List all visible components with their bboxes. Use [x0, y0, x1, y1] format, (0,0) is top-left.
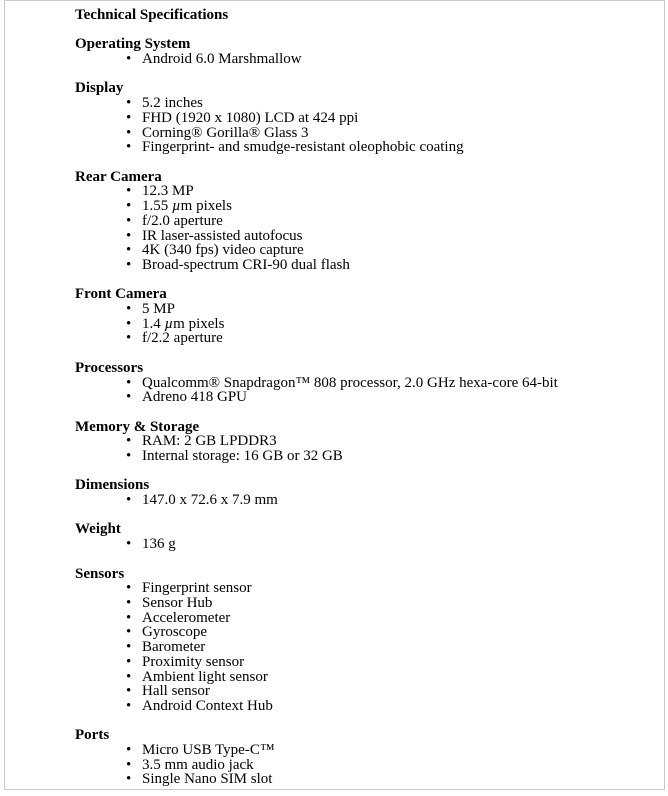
spec-item: [75, 214, 654, 229]
spec-item-text: IR laser-assisted autofocus: [142, 227, 303, 244]
bullet-icon: •: [126, 609, 132, 626]
spec-item: [75, 449, 654, 464]
spec-item: [75, 611, 654, 626]
spec-item-text: Gyroscope: [142, 624, 207, 641]
spec-item: [75, 670, 654, 685]
spec-item: [75, 743, 654, 758]
spec-item-text: Broad-spectrum CRI-90 dual flash: [142, 256, 350, 273]
spec-section: [75, 37, 654, 66]
section-heading: Ports: [75, 727, 110, 744]
spec-section: [75, 81, 654, 155]
spec-item-text: Adreno 418 GPU: [142, 389, 247, 406]
spec-list: [75, 434, 654, 463]
spec-item-text: Fingerprint sensor: [142, 580, 252, 597]
spec-item-text: Single Nano SIM slot: [142, 771, 273, 788]
spec-item: [75, 434, 654, 449]
spec-section: [75, 361, 654, 405]
bullet-icon: •: [126, 374, 132, 391]
spec-item: [75, 596, 654, 611]
spec-item-text: Qualcomm® Snapdragon™ 808 processor, 2.0 GHz hexa-core 64-bit: [142, 374, 558, 391]
bullet-icon: •: [126, 389, 132, 406]
bullet-icon: •: [126, 668, 132, 685]
spec-item-text: f/2.0 aperture: [142, 212, 223, 229]
spec-item: [75, 684, 654, 699]
bullet-icon: •: [126, 771, 132, 788]
spec-item-text: 147.0 x 72.6 x 7.9 mm: [142, 492, 278, 509]
bullet-icon: •: [126, 139, 132, 156]
spec-section: [75, 478, 654, 507]
spec-item: [75, 258, 654, 273]
bullet-icon: •: [126, 624, 132, 641]
spec-item-text: Barometer: [142, 639, 206, 656]
spec-item-text: f/2.2 aperture: [142, 330, 223, 347]
spec-item-text: Android 6.0 Marshmallow: [142, 51, 302, 68]
spec-item-text: 5.2 inches: [142, 95, 203, 112]
spec-section: [75, 287, 654, 346]
spec-item-text: Ambient light sensor: [142, 668, 268, 685]
spec-item: [75, 111, 654, 126]
spec-item: [75, 640, 654, 655]
section-heading: Weight: [75, 521, 121, 538]
bullet-icon: •: [126, 448, 132, 464]
spec-item: [75, 537, 654, 552]
bullet-icon: •: [126, 639, 132, 656]
section-heading: Processors: [75, 359, 144, 376]
bullet-icon: •: [126, 198, 132, 215]
bullet-icon: •: [126, 301, 132, 317]
spec-item-text: Hall sensor: [142, 683, 210, 700]
spec-item-text: Corning® Gorilla® Glass 3: [142, 124, 309, 141]
spec-item: [75, 390, 654, 405]
section-heading: Dimensions: [75, 477, 150, 494]
spec-item: [75, 772, 654, 787]
spec-item: [75, 493, 654, 508]
section-heading: Front Camera: [75, 286, 167, 303]
bullet-icon: •: [126, 183, 132, 200]
page-title: Technical Specifications: [75, 7, 229, 23]
spec-item-text: RAM: 2 GB LPDDR3: [142, 433, 277, 450]
spec-item: [75, 126, 654, 141]
bullet-icon: •: [126, 124, 132, 141]
spec-item: [75, 140, 654, 155]
bullet-icon: •: [126, 51, 132, 68]
spec-item-text: 3.5 mm audio jack: [142, 756, 254, 773]
spec-item-text: 5 MP: [142, 301, 175, 317]
bullet-icon: •: [126, 594, 132, 611]
spec-item-text: Fingerprint- and smudge-resistant oleophobic coating: [142, 139, 464, 156]
spec-list: [75, 743, 654, 787]
spec-item-text: 1.55 µm pixels: [142, 198, 232, 215]
document-page: [4, 0, 665, 790]
spec-item: [75, 655, 654, 670]
spec-item: [75, 302, 654, 317]
spec-list: [75, 184, 654, 272]
bullet-icon: •: [126, 433, 132, 450]
bullet-icon: •: [126, 256, 132, 273]
spec-item: [75, 581, 654, 596]
bullet-icon: •: [126, 315, 132, 332]
section-heading: Display: [75, 80, 124, 97]
spec-list: [75, 52, 654, 67]
bullet-icon: •: [126, 227, 132, 244]
spec-item-text: Proximity sensor: [142, 653, 245, 670]
bullet-icon: •: [126, 683, 132, 700]
spec-item-text: Internal storage: 16 GB or 32 GB: [142, 448, 343, 464]
bullet-icon: •: [126, 742, 132, 758]
bullet-icon: •: [126, 697, 132, 714]
bullet-icon: •: [126, 212, 132, 229]
bullet-icon: •: [126, 109, 132, 126]
spec-list: [75, 581, 654, 713]
section-heading: Rear Camera: [75, 168, 162, 185]
spec-list: [75, 376, 654, 405]
bullet-icon: •: [126, 95, 132, 112]
spec-list: [75, 537, 654, 552]
spec-item-text: 1.4 µm pixels: [142, 315, 225, 332]
spec-item: [75, 376, 654, 391]
spec-item: [75, 96, 654, 111]
spec-item: [75, 699, 654, 714]
section-heading: Operating System: [75, 36, 191, 53]
spec-item: [75, 243, 654, 258]
section-heading: Memory & Storage: [75, 418, 200, 435]
bullet-icon: •: [126, 492, 132, 509]
spec-item-text: Android Context Hub: [142, 697, 273, 714]
spec-list: [75, 96, 654, 155]
spec-section: [75, 728, 654, 787]
spec-item-text: Accelerometer: [142, 609, 231, 626]
spec-section: [75, 522, 654, 551]
section-heading: Sensors: [75, 565, 125, 582]
spec-section: [75, 420, 654, 464]
spec-item: [75, 229, 654, 244]
spec-section: [75, 567, 654, 714]
spec-item: [75, 317, 654, 332]
spec-item: [75, 52, 654, 67]
bullet-icon: •: [126, 536, 132, 553]
bullet-icon: •: [126, 756, 132, 773]
spec-item-text: Micro USB Type-C™: [142, 742, 275, 758]
document-content: [5, 1, 664, 787]
spec-item: [75, 184, 654, 199]
spec-item: [75, 331, 654, 346]
bullet-icon: •: [126, 580, 132, 597]
spec-item: [75, 199, 654, 214]
spec-item-text: 12.3 MP: [142, 183, 194, 200]
spec-item-text: 136 g: [142, 536, 176, 553]
spec-item: [75, 625, 654, 640]
sections-container: [75, 37, 654, 787]
spec-item-text: Sensor Hub: [142, 594, 213, 611]
spec-section: [75, 170, 654, 273]
spec-item-text: FHD (1920 x 1080) LCD at 424 ppi: [142, 109, 359, 126]
bullet-icon: •: [126, 653, 132, 670]
spec-list: [75, 302, 654, 346]
bullet-icon: •: [126, 242, 132, 259]
spec-item: [75, 758, 654, 773]
spec-list: [75, 493, 654, 508]
bullet-icon: •: [126, 330, 132, 347]
spec-item-text: 4K (340 fps) video capture: [142, 242, 304, 259]
